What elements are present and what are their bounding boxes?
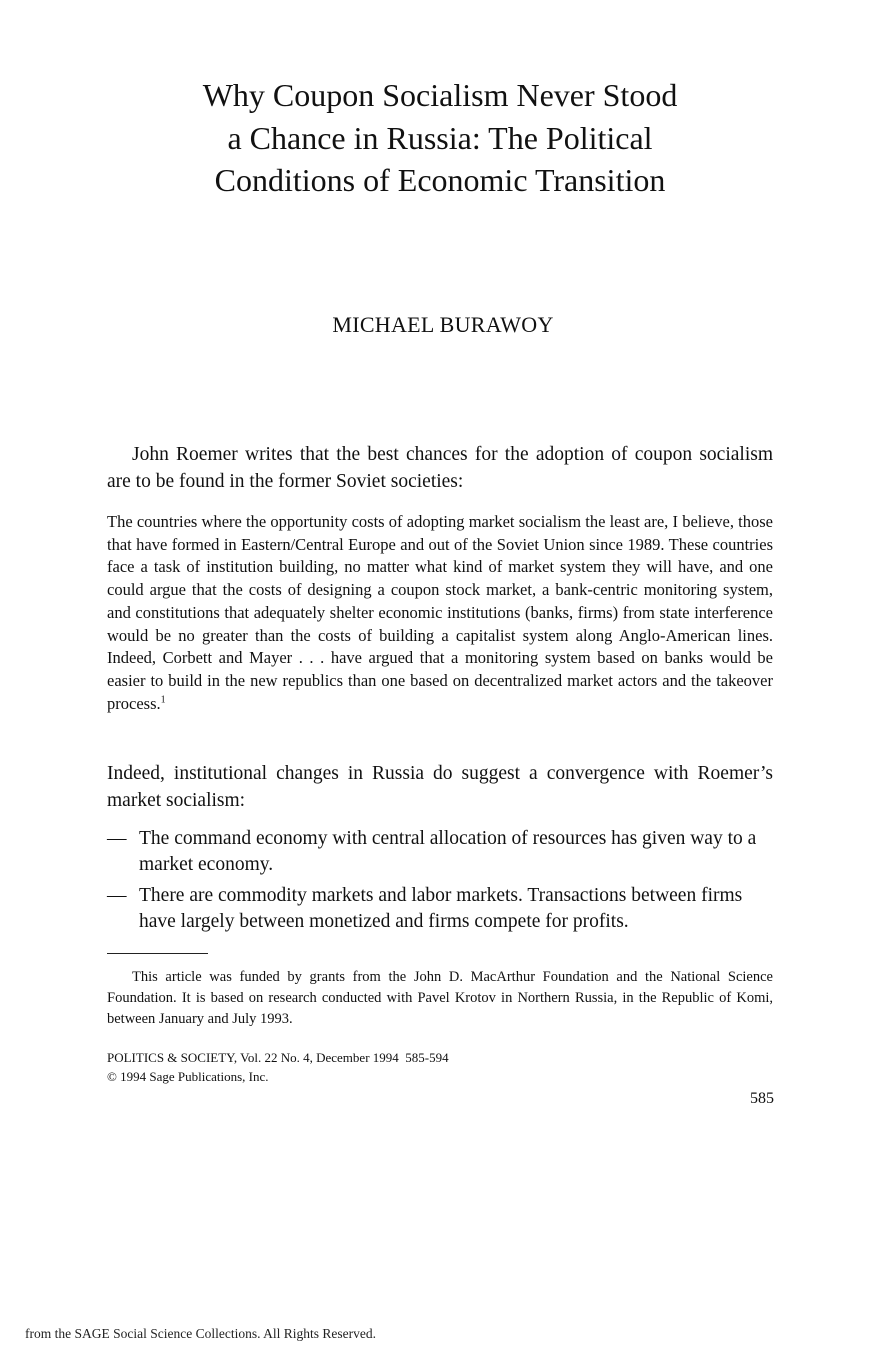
acknowledgement-footnote: This article was funded by grants from the John D. MacArthur Foundation and the National Science Foundation. It is based on research conducted with Pavel Krotov in Northern Russia, in the Republic of Komi, between January and July 1993. — [107, 969, 773, 1027]
em-dash-marker: — — [107, 885, 127, 906]
journal-citation: POLITICS & SOCIETY, Vol. 22 No. 4, December 1994 585-594 — [107, 1050, 449, 1065]
list-item-text: The command economy with central allocation of resources has given way to a market economy. — [139, 828, 757, 875]
copyright-notice: © 1994 Sage Publications, Inc. — [107, 1069, 269, 1084]
em-dash-marker: — — [107, 828, 127, 849]
footnote-divider — [107, 953, 208, 954]
dash-list — [107, 826, 773, 940]
title-line: a Chance in Russia: The Political — [227, 119, 653, 156]
rights-notice: from the SAGE Social Science Collections. All Rights Reserved. — [25, 1326, 376, 1341]
article-title — [120, 74, 760, 202]
footnote-marker: 1 — [160, 694, 166, 706]
title-line: Conditions of Economic Transition — [214, 162, 666, 198]
list-item-text: There are commodity markets and labor markets. Transactions between firms have largely between monetized and firms compete for profits. — [139, 885, 743, 932]
intro-paragraph: John Roemer writes that the best chances for the adoption of coupon socialism are to be found in the former Soviet societies: — [107, 444, 773, 492]
block-quote — [107, 511, 773, 715]
quote-text: The countries where the opportunity costs of adopting market socialism the least are, I believe, those that have formed in Eastern/Central Europe and out of the Soviet Union since 1989. These countries face a task of institution building, no matter what kind of market system they will have, and one could argue that the costs of designing a coupon stock market, a bank-centric monitoring system, and constitutions that adequately shelter economic institutions (banks, firms) from state interference would be no greater than the costs of building a capitalist system along Anglo-American lines. Indeed, Corbett and Mayer . . . have argued that a monitoring system based on banks would be easier to build in the new republics than one based on decentralized market actors and the takeover process. — [107, 512, 773, 713]
list-item — [107, 883, 773, 935]
title-line: Why Coupon Socialism Never Stood — [202, 77, 678, 113]
author-name: MICHAEL BURAWOY — [332, 312, 554, 337]
journal-citation-block — [107, 1048, 449, 1086]
convergence-paragraph: Indeed, institutional changes in Russia do suggest a convergence with Roemer’s market socialism: — [107, 763, 773, 811]
page-number: 585 — [750, 1090, 774, 1107]
list-item — [107, 826, 773, 878]
